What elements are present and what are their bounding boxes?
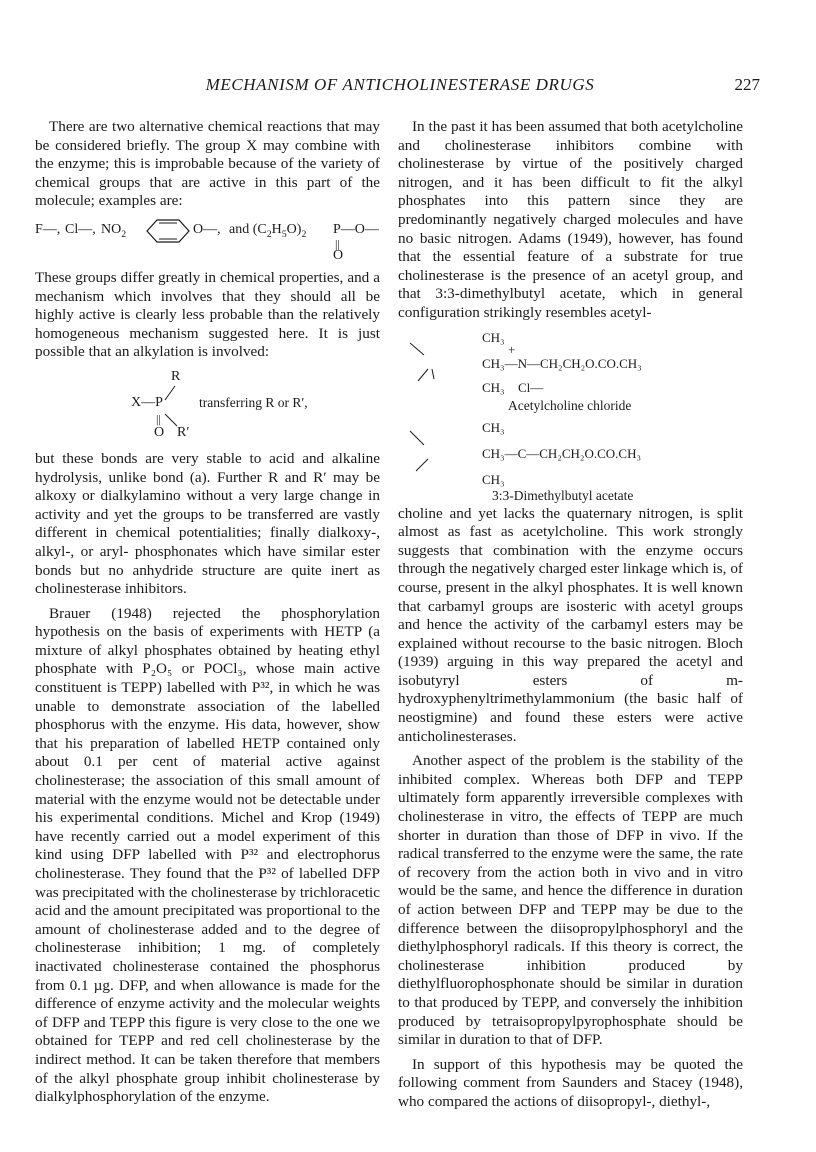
bond-lines-icon	[398, 329, 478, 389]
formula-text: F—,	[35, 221, 61, 237]
double-bond: ||	[335, 236, 340, 251]
running-title: MECHANISM OF ANTICHOLINESTERASE DRUGS	[205, 75, 595, 94]
paragraph: These groups differ greatly in chemical properties, and a mechanism which involves that they should all be highly active is clearly less probable than the relatively homogeneous mechanism suggested here. It is just possible that an alkylation is involved:	[35, 268, 380, 361]
formula-text: CH₃—C—CH₂CH₂O.CO.CH₃	[482, 445, 641, 461]
paragraph: There are two alternative chemical reactions that may be considered briefly. The group X may combine with the enzyme; this is improbable because of the variety of chemical groups that are active in this part of the molecule; examples are:	[35, 118, 380, 210]
formula-text: X—P	[131, 394, 163, 410]
formula-text: CH₃	[482, 379, 505, 395]
double-bond: ||	[156, 411, 161, 426]
formula-text: transferring R or R′,	[199, 394, 308, 410]
formula-text: Cl—,	[65, 221, 96, 237]
formula-text: CH₃	[482, 329, 505, 345]
paragraph: Another aspect of the problem is the stability of the inhibited complex. Whereas both DFP and TEPP ultimately form apparently irreversible complexes with cholinesterase in vitro, the effects of TEPP are much shorter in duration than those of DFP in vivo. If the radical transferred to the enzyme were the same, the rate of recovery from the action both in vivo and in vitro would be the same, and hence the difference in duration of action between DFP and TEPP may be due to the difference between the diisopropylphosphoryl and the diethylphosphoryl radicals. If this theory is correct, the cholinesterase inhibition produced by diethylfluorophosphonate should be similar in duration to that produced by TEPP, and conversely the inhibition produced by tetraisopropylpyrophosphate should be similar in duration to that of DFP.	[398, 752, 743, 1049]
paragraph: choline and yet lacks the quaternary nitrogen, is split almost as fast as acetylcholine. This work strongly suggests that combination with the enzyme occurs through the negatively charged ester linkage which is, of course, present in the alkyl phosphates. It is well known that carbamyl groups are isosteric with acetyl groups and hence the activity of the carbamyl esters may be explained without recourse to the basic nitrogen. Bloch (1939) arguing in this way prepared the acetyl and isobutyryl esters of m-hydroxyphenyltrimethylammonium (the basic half of neostigmine) and found these esters were active anticholinesterases.	[398, 504, 743, 745]
formula-alkylation	[35, 368, 380, 442]
formula-text: R	[171, 368, 181, 384]
structure-caption: Acetylcholine chloride	[508, 397, 632, 413]
left-column	[35, 118, 380, 1113]
formula-text: and $(C_2H_5O)_2$	[229, 221, 307, 240]
formula-text: CH₃	[482, 419, 505, 435]
structure-caption: 3:3-Dimethylbutyl acetate	[492, 487, 634, 503]
formula-text: P—O—	[333, 221, 379, 237]
bond-lines-icon	[398, 415, 478, 485]
paragraph: In support of this hypothesis may be quoted the following comment from Saunders and Stacey (1948), who compared the actions of diisopropyl-, diethyl-,	[398, 1055, 743, 1110]
formula-text: $NO_2$	[101, 221, 127, 240]
formula-leaving-groups	[35, 217, 380, 261]
structure-dimethylbutyl-acetate	[398, 415, 743, 505]
formula-text: Cl—	[518, 379, 544, 395]
charge-plus: +	[508, 341, 516, 357]
formula-text: O	[154, 424, 165, 440]
paragraph: In the past it has been assumed that both acetylcholine and cholinesterase inhibitors combine with cholinesterase by virtue of the positively charged nitrogen, and it has been difficult to fit the alkyl phosphates into this pattern since they are predominantly negatively charged molecules and have no basic nitrogen. Adams (1949), however, has found that the essential feature of a substrate for true cholinesterase is the presence of an acetyl group, and that 3:3-dimethylbutyl acetate, which in general configuration strikingly resembles acetyl-	[398, 118, 743, 321]
formula-text: CH₃	[482, 471, 505, 487]
benzene-ring-icon	[139, 217, 197, 245]
paragraph: but these bonds are very stable to acid and alkaline hydrolysis, unlike bond (a). Further R and R′ may be alkoxy or dialkylamino without a very large change in activity and yet the groups to be transferred are vastly different in chemical potentialities; finally dialkoxy-, alkyl-, or aryl- phosphonates which have similar ester bonds but no anhydride structure are quite inert as cholinesterase inhibitors.	[35, 449, 380, 598]
formula-text: O—,	[193, 221, 221, 237]
right-column	[398, 118, 743, 1118]
structure-acetylcholine-chloride	[398, 329, 743, 415]
paragraph: Brauer (1948) rejected the phosphorylation hypothesis on the basis of experiments with HETP (a mixture of alkyl phosphates obtained by heating ethyl phosphate with P₂O₅ or POCl₃, whose main active constituent is TEPP) labelled with P³², in which he was unable to demonstrate association of the labelled phosphorus with the enzyme. His data, however, show that his preparation of labelled HETP contained only about 0.1 per cent of material active against cholinesterase; the association of this small amount of material with the enzyme would not be detectable under his experimental conditions. Michel and Krop (1949) have recently carried out a model experiment of this kind using DFP labelled with P³² and electrophorus cholinesterase. They found that the P³² of labelled DFP was precipitated with the cholinesterase by trichloracetic acid and the amount precipitated was proportional to the amount of cholinesterase added and to the degree of cholinesterase inhibition; 1 mg. of completely inactivated cholinesterase contained the phosphorus from 0.1 µg. DFP, and when allowance is made for the difference of enzyme activity and the molecular weights of DFP and TEPP this figure is very close to the one we obtained for TEPP and red cell cholinesterase by the indirect method. It can be taken therefore that members of the alkyl phosphate group inhibit cholinesterase by dialkylphosphorylation of the enzyme.	[35, 604, 380, 1106]
formula-text: CH₃—N—CH₂CH₂O.CO.CH₃	[482, 355, 642, 371]
page-number: 227	[734, 75, 760, 94]
formula-text: O	[333, 247, 344, 263]
formula-text: R′	[177, 424, 190, 440]
running-header	[40, 75, 760, 99]
